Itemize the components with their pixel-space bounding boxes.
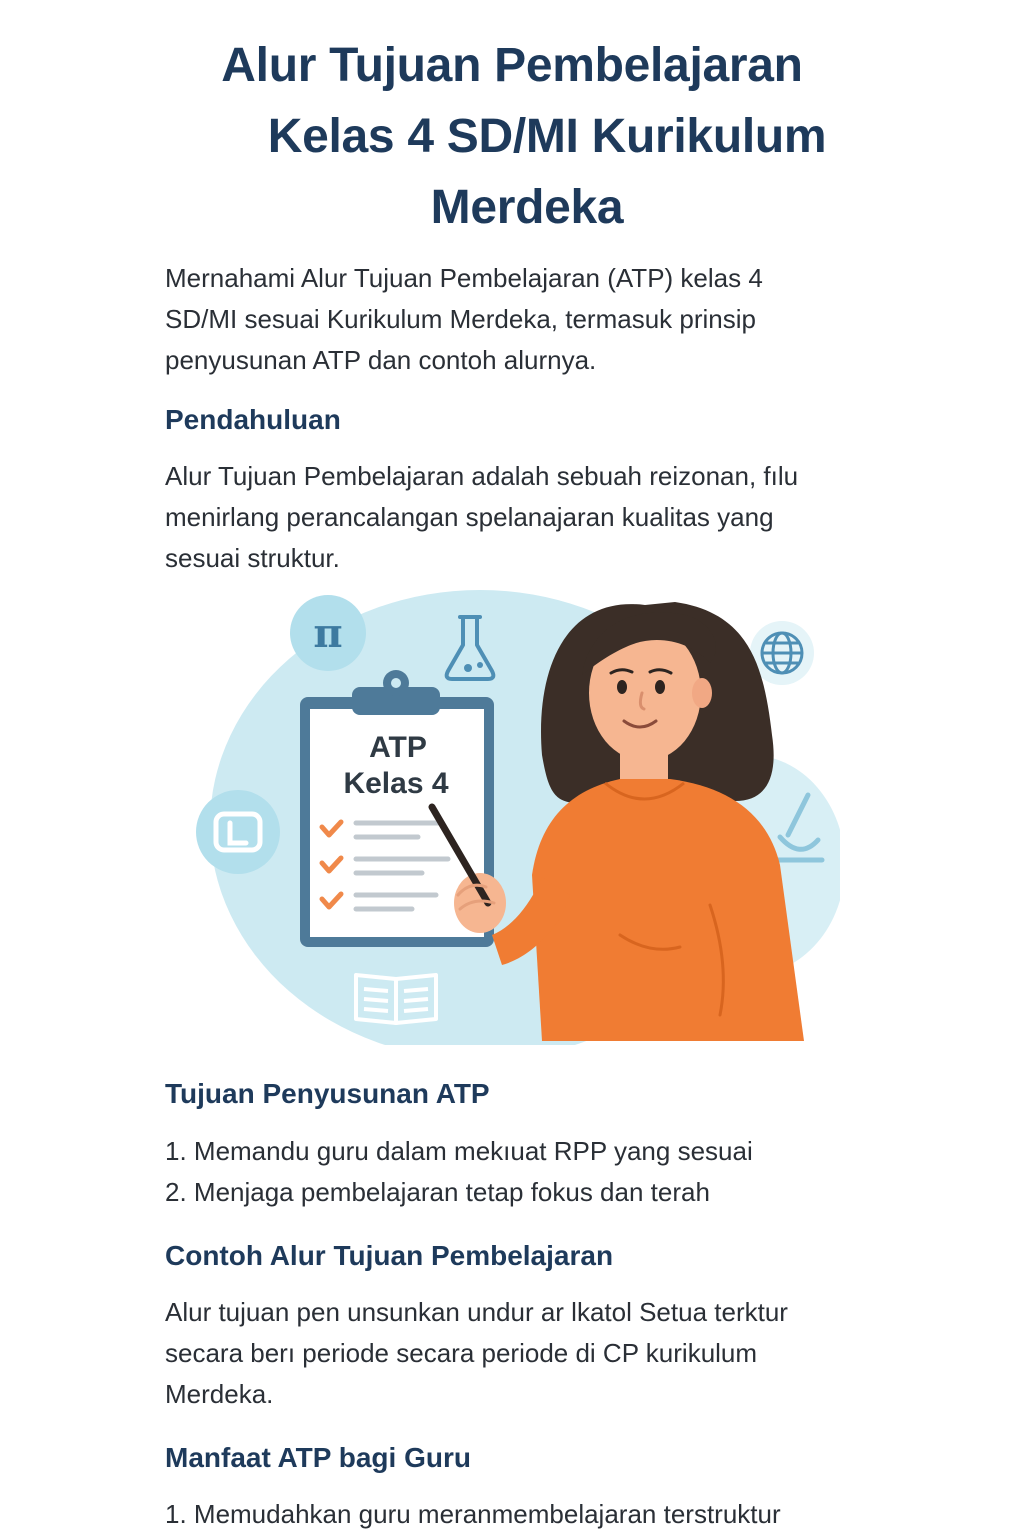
manfaat-list — [165, 1494, 885, 1535]
clipboard-subtitle: Kelas 4 — [343, 767, 449, 800]
teacher-illustration — [190, 575, 840, 1045]
left-eye — [617, 680, 627, 694]
pi-symbol: π — [313, 610, 343, 657]
puzzle-icon — [196, 790, 280, 874]
tujuan-list — [165, 1131, 885, 1213]
contoh-line-3: Merdeka. — [165, 1379, 274, 1409]
page-title — [150, 30, 874, 243]
list-item: 1. Memandu guru dalam mekıuat RPP yang sesuai — [165, 1136, 753, 1166]
hand — [454, 873, 506, 933]
list-item: 1. Memudahkan guru meranmembelajaran terstruktur — [165, 1499, 781, 1529]
clipboard-title: ATP — [369, 731, 427, 764]
section-heading-manfaat: Manfaat ATP bagi Guru — [165, 1442, 471, 1473]
pendahuluan-paragraph — [165, 456, 865, 579]
intro-line-2: SD/MI sesuai Kurikulum Merdeka, termasuk prinsip — [165, 304, 756, 334]
section-heading-pendahuluan: Pendahuluan — [165, 404, 341, 435]
intro-line-3: penyusunan ATP dan contoh alurnya. — [165, 345, 597, 375]
list-item: 2. Menjaga pembelajaran tetap fokus dan terah — [165, 1177, 710, 1207]
section-heading-contoh: Contoh Alur Tujuan Pembelajaran — [165, 1240, 614, 1271]
intro-line-1: Mernahami Alur Tujuan Pembelajaran (ATP) kelas 4 — [165, 263, 763, 293]
title-line-2: Kelas 4 SD/MI Kurikulum — [267, 110, 827, 163]
illustration-svg — [190, 575, 840, 1045]
right-eye — [655, 680, 665, 694]
pendahuluan-line-1: Alur Tujuan Pembelajaran adalah sebuah reizonan, fılu — [165, 461, 799, 491]
contoh-paragraph — [165, 1292, 865, 1415]
pendahuluan-line-2: menirlang perancalangan spelanajaran kualitas yang — [165, 502, 774, 532]
title-line-1: Alur Tujuan Pembelajaran — [221, 39, 803, 92]
intro-paragraph — [165, 258, 865, 381]
contoh-line-2: secara berı periode secara periode di CP kurikulum — [165, 1338, 758, 1368]
pendahuluan-line-3: sesuai struktur. — [165, 543, 340, 573]
title-line-3: Merdeka — [430, 181, 624, 234]
pi-icon — [290, 595, 366, 671]
contoh-line-1: Alur tujuan pen unsunkan undur ar lkatol Setua terktur — [165, 1297, 788, 1327]
section-heading-tujuan: Tujuan Penyusunan ATP — [165, 1078, 490, 1109]
